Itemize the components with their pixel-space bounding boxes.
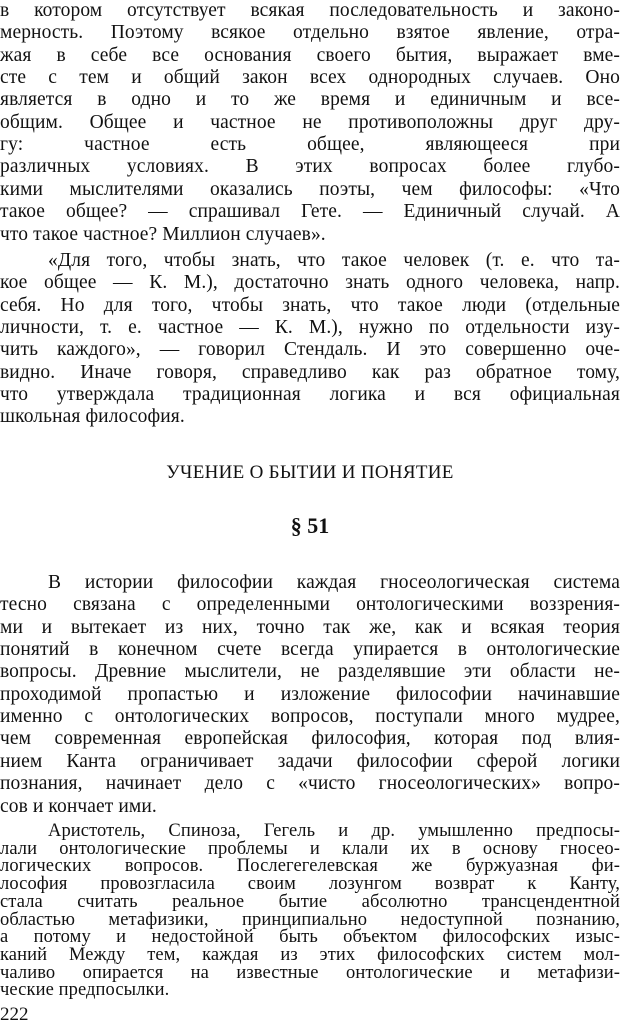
section-number: § 51 bbox=[290, 513, 330, 538]
text-line: в котором отсутствует всякая последовательность и законо- bbox=[0, 0, 620, 21]
text-line: различных условиях. В этих вопросах более глубо- bbox=[0, 156, 620, 178]
text-line: личности, т. е. частное — К. М.), нужно по отдельности изу- bbox=[0, 317, 620, 339]
text-line: а потому и недостойной быть объектом философских изыс- bbox=[0, 927, 620, 948]
text-line: стала считать реальное бытие абсолютно трансцендентной bbox=[0, 891, 620, 912]
text-line: чем современная европейская философия, которая под влия- bbox=[0, 728, 620, 750]
text-line: сов и кончает ими. bbox=[0, 795, 157, 817]
text-line: является в одно и то же время и единичным и все- bbox=[0, 89, 620, 111]
text-line: ческие предпосылки. bbox=[0, 980, 170, 1001]
text-line: областью метафизики, принципиально недоступной познанию, bbox=[0, 909, 620, 930]
text-line: школьная философия. bbox=[0, 406, 185, 428]
text-line: кими мыслителями оказались поэты, чем философы: «Что bbox=[0, 178, 620, 200]
text-line: логических вопросов. Послегегелевская же буржуазная фи- bbox=[0, 856, 620, 877]
text-line: жая в себе все основания своего бытия, выражает вме- bbox=[0, 44, 620, 66]
text-line: познания, начинает дело с «чисто гносеологических» вопро- bbox=[0, 773, 620, 795]
text-line: кое общее — К. М.), достаточно знать одного человека, напр. bbox=[0, 272, 620, 294]
text-line: сте с тем и общий закон всех однородных случаев. Оно bbox=[0, 67, 620, 89]
text-line: ми и вытекает из них, точно так же, как и всякая теория bbox=[0, 616, 620, 638]
text-line: себя. Но для того, чтобы знать, что такое люди (отдельные bbox=[0, 294, 620, 316]
text-line: понятий в конечном счете всегда упирается в онтологические bbox=[0, 639, 620, 661]
text-line: В истории философии каждая гносеологическая система bbox=[48, 572, 620, 593]
text-line: что такое частное? Миллион случаев». bbox=[0, 223, 326, 245]
text-line: гу: частное есть общее, являющееся при bbox=[0, 134, 620, 156]
chapter-heading: УЧЕНИЕ О БЫТИИ И ПОНЯТИЕ bbox=[166, 462, 454, 483]
text-line: чаливо опирается на известные онтологические и метафизи- bbox=[0, 962, 620, 983]
text-line: такое общее? — спрашивал Гете. — Единичный случай. А bbox=[0, 201, 620, 223]
text-line: что утверждала традиционная логика и вся официальная bbox=[0, 384, 620, 406]
text-line: Аристотель, Спиноза, Гегель и др. умышленно предпосы- bbox=[48, 821, 620, 841]
text-line: проходимой пропастью и изложение философии начинавшие bbox=[0, 683, 620, 705]
text-line: мерность. Поэтому всякое отдельно взятое явление, отра- bbox=[0, 22, 620, 44]
text-line: лали онтологические проблемы и клали их в основу гносео- bbox=[0, 838, 620, 859]
text-line: нием Канта ограничивает задачи философии сферой логики bbox=[0, 750, 620, 772]
text-line: чить каждого», — говорил Стендаль. И это совершенно оче- bbox=[0, 339, 620, 361]
text-line: «Для того, чтобы знать, что такое человек (т. е. что та- bbox=[48, 250, 620, 271]
text-line: именно с онтологических вопросов, поступали много мудрее, bbox=[0, 706, 620, 728]
text-line: видно. Иначе говоря, справедливо как раз обратное тому, bbox=[0, 361, 620, 383]
text-line: лософия провозгласила своим лозунгом возврат к Канту, bbox=[0, 874, 620, 895]
text-line: вопросы. Древние мыслители, не разделявшие эти области не- bbox=[0, 661, 620, 683]
text-line: тесно связана с определенными онтологическими воззрения- bbox=[0, 594, 620, 616]
text-line: каний Между тем, каждая из этих философских систем мол- bbox=[0, 944, 620, 965]
page-number: 222 bbox=[0, 1004, 29, 1025]
text-line: общим. Общее и частное не противоположны друг дру- bbox=[0, 111, 620, 133]
